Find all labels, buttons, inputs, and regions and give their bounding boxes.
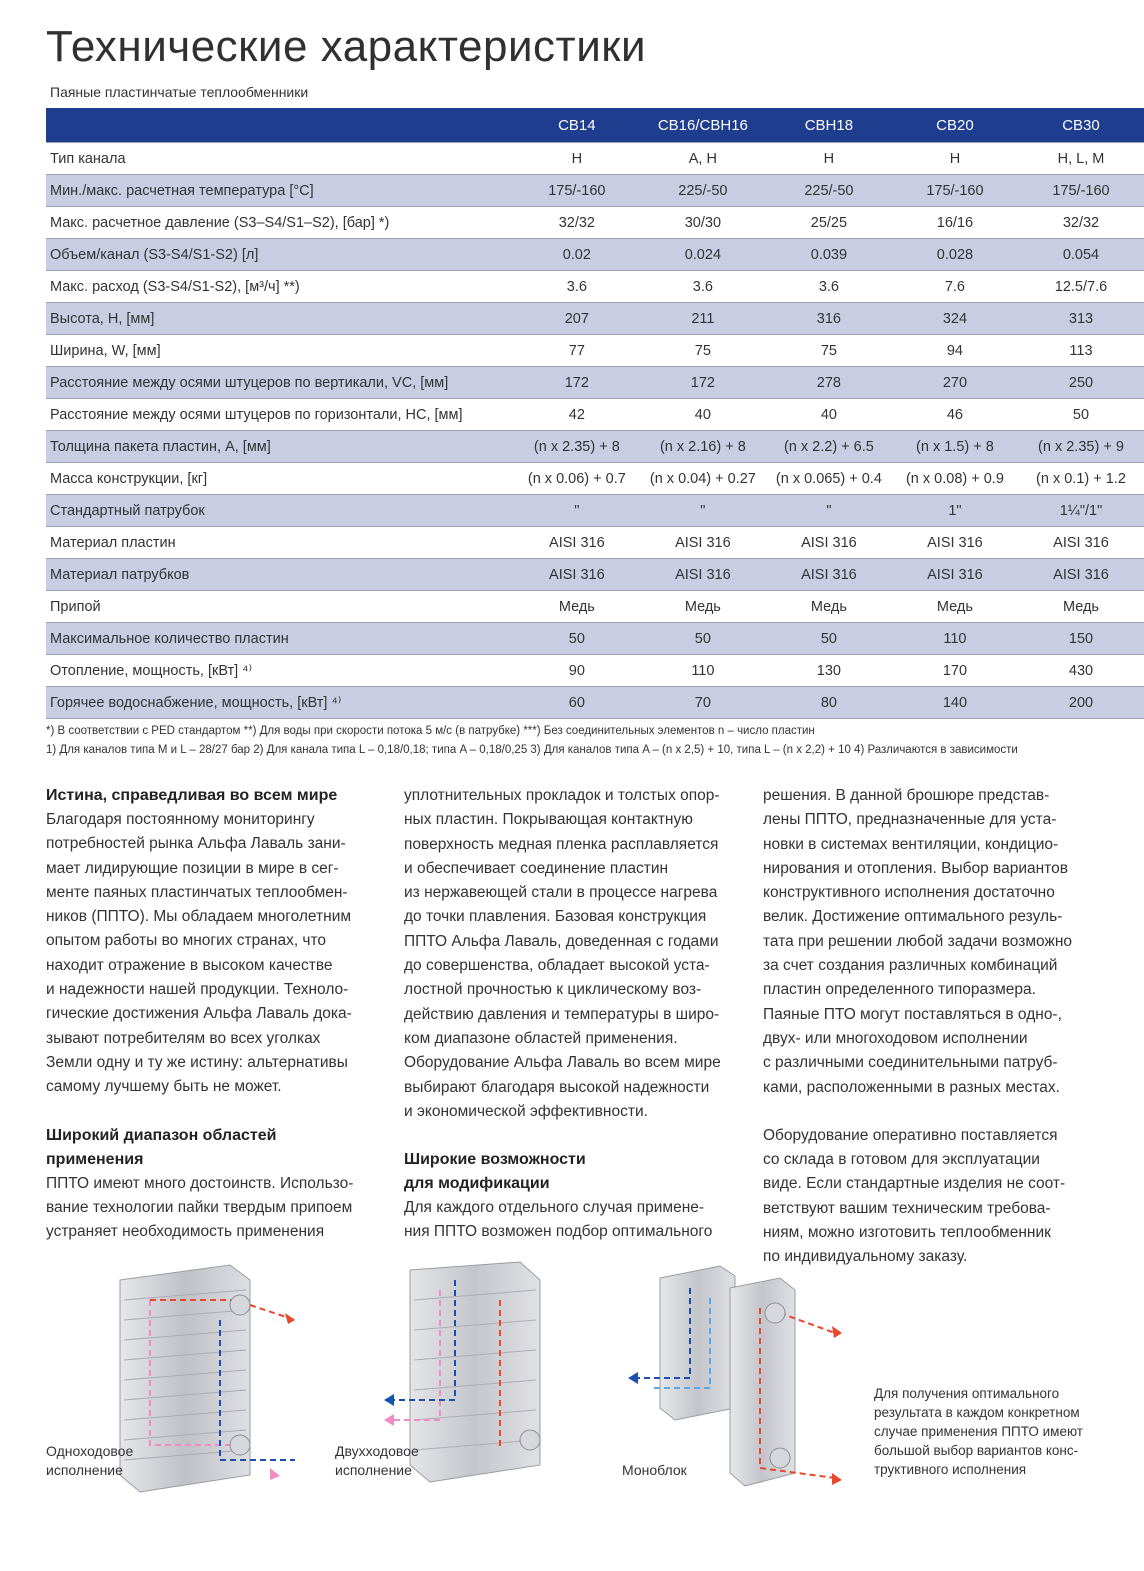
text-line: нирования и отопления. Выбор вариантов xyxy=(763,859,1068,877)
row-label: Ширина, W, [мм] xyxy=(46,335,514,367)
table-cell: 75 xyxy=(640,335,766,367)
table-cell: (n x 0.06) + 0.7 xyxy=(514,463,640,495)
figure-1-caption xyxy=(46,1442,133,1480)
text-line: ком диапазоне областей применения. xyxy=(404,1029,678,1047)
table-cell: AISI 316 xyxy=(640,527,766,559)
table-cell: 150 xyxy=(1018,623,1144,655)
page-title: Технические характеристики xyxy=(46,22,647,71)
table-cell: AISI 316 xyxy=(766,559,892,591)
table-cell: 172 xyxy=(640,367,766,399)
text-line: двух- или многоходовом исполнении xyxy=(763,1029,1028,1047)
table-cell: 94 xyxy=(892,335,1018,367)
table-cell: H xyxy=(766,143,892,175)
paragraph xyxy=(46,1172,376,1245)
table-cell: 40 xyxy=(640,399,766,431)
table-cell: (n x 1.5) + 8 xyxy=(892,431,1018,463)
table-cell: AISI 316 xyxy=(514,559,640,591)
table-cell: 42 xyxy=(514,399,640,431)
spec-table xyxy=(46,108,1144,719)
table-row xyxy=(46,463,1144,495)
table-cell: 40 xyxy=(766,399,892,431)
text-line: пластин определенного типоразмера. xyxy=(763,981,1036,999)
text-column-3 xyxy=(763,784,1113,1270)
row-label: Горячее водоснабжение, мощность, [кВт] ⁴⁾ xyxy=(46,687,514,719)
table-cell: AISI 316 xyxy=(892,527,1018,559)
caption-line: исполнение xyxy=(46,1462,123,1478)
table-cell: 0.028 xyxy=(892,239,1018,271)
note-line: результата в каждом конкретном xyxy=(874,1405,1080,1420)
text-line: тата при решении любой задачи возможно xyxy=(763,932,1073,950)
text-line: устраняет необходимость применения xyxy=(46,1223,325,1241)
text-line: ных пластин. Покрывающая контактную xyxy=(404,811,693,829)
row-label: Макс. расчетное давление (S3–S4/S1–S2), [бар] *) xyxy=(46,207,514,239)
table-cell: 175/-160 xyxy=(892,175,1018,207)
table-cell: (n x 0.04) + 0.27 xyxy=(640,463,766,495)
text-line: Оборудование Альфа Лаваль во всем мире xyxy=(404,1054,721,1072)
table-row xyxy=(46,687,1144,719)
text-line: лены ППТО, предназначенные для уста- xyxy=(763,811,1057,829)
section-heading: Истина, справедливая во всем мире xyxy=(46,787,338,804)
text-line: самому лучшему быть не может. xyxy=(46,1078,282,1096)
text-line: конструктивного исполнения достаточно xyxy=(763,884,1055,902)
text-line: новки в системах вентиляции, кондицио- xyxy=(763,835,1059,853)
table-cell: 113 xyxy=(1018,335,1144,367)
row-label: Макс. расход (S3-S4/S1-S2), [м³/ч] **) xyxy=(46,271,514,303)
table-row xyxy=(46,367,1144,399)
text-line: находит отражение в высоком качестве xyxy=(46,956,333,974)
text-line: ППТО Альфа Лаваль, доведенная с годами xyxy=(404,932,719,950)
table-cell: 70 xyxy=(640,687,766,719)
text-line: Благодаря постоянному мониторингу xyxy=(46,811,315,828)
table-cell: 90 xyxy=(514,655,640,687)
text-line: зывают потребителям во всех уголках xyxy=(46,1029,321,1047)
table-cell: AISI 316 xyxy=(766,527,892,559)
table-cell: " xyxy=(514,495,640,527)
row-label: Стандартный патрубок xyxy=(46,495,514,527)
table-cell: 313 xyxy=(1018,303,1144,335)
footnotes xyxy=(46,722,1018,760)
table-cell: 60 xyxy=(514,687,640,719)
table-cell: 270 xyxy=(892,367,1018,399)
table-cell: AISI 316 xyxy=(640,559,766,591)
table-cell: 25/25 xyxy=(766,207,892,239)
table-cell: 3.6 xyxy=(640,271,766,303)
text-line: Оборудование оперативно поставляется xyxy=(763,1126,1058,1144)
text-line: вание технологии пайки твердым припоем xyxy=(46,1198,353,1216)
table-cell: Медь xyxy=(892,591,1018,623)
table-cell: (n x 2.35) + 9 xyxy=(1018,431,1144,463)
table-cell: AISI 316 xyxy=(1018,527,1144,559)
table-cell: AISI 316 xyxy=(892,559,1018,591)
text-line: и надежности нашей продукции. Техноло- xyxy=(46,981,349,999)
row-label: Материал патрубков xyxy=(46,559,514,591)
table-row xyxy=(46,303,1144,335)
column-header: CB30 xyxy=(1018,108,1144,143)
row-label: Масса конструкции, [кг] xyxy=(46,463,514,495)
table-cell: 1¼"/1" xyxy=(1018,495,1144,527)
text-line: ния ППТО возможен подбор оптимального xyxy=(404,1223,713,1241)
table-row xyxy=(46,527,1144,559)
row-label: Расстояние между осями штуцеров по горизонтали, HC, [мм] xyxy=(46,399,514,431)
table-cell: 225/-50 xyxy=(640,175,766,207)
figure-side-note xyxy=(874,1384,1124,1479)
table-cell: 0.024 xyxy=(640,239,766,271)
note-line: случае применения ППТО имеют xyxy=(874,1424,1083,1439)
header-blank xyxy=(46,108,514,143)
text-line: с различными соединительными патруб- xyxy=(763,1054,1058,1072)
section-heading: Широкий диапазон областей xyxy=(46,1126,277,1144)
figure-2-caption xyxy=(335,1442,419,1480)
table-cell: H, L, M xyxy=(1018,143,1144,175)
table-cell: H xyxy=(514,143,640,175)
text-line: ветствуют вашим техническим требова- xyxy=(763,1199,1051,1217)
text-line: до точки плавления. Базовая конструкция xyxy=(404,908,707,926)
table-cell: 170 xyxy=(892,655,1018,687)
table-cell: 16/16 xyxy=(892,207,1018,239)
table-cell: 0.039 xyxy=(766,239,892,271)
table-row xyxy=(46,655,1144,687)
row-label: Высота, H, [мм] xyxy=(46,303,514,335)
text-line: из нержавеющей стали в процессе нагрева xyxy=(404,884,718,902)
table-header-row xyxy=(46,108,1144,143)
table-cell: Медь xyxy=(640,591,766,623)
row-label: Материал пластин xyxy=(46,527,514,559)
footnote-line-2: 1) Для каналов типа M и L – 28/27 бар 2) Для канала типа L – 0,18/0,18; типа A – 0,18/0,25 3) Для каналов типа A – (n x 2,5) + 10, типа L – (n x 2,2) + 10 4) Различаются в зависимости xyxy=(46,744,1018,756)
table-cell: 50 xyxy=(766,623,892,655)
row-label: Максимальное количество пластин xyxy=(46,623,514,655)
row-label: Толщина пакета пластин, A, [мм] xyxy=(46,431,514,463)
table-cell: 3.6 xyxy=(514,271,640,303)
table-cell: (n x 0.065) + 0.4 xyxy=(766,463,892,495)
text-line: Земли одну и ту же истину: альтернативы xyxy=(46,1053,348,1071)
row-label: Припой xyxy=(46,591,514,623)
note-line: Для получения оптимального xyxy=(874,1386,1060,1401)
table-cell: (n x 0.1) + 1.2 xyxy=(1018,463,1144,495)
table-cell: 50 xyxy=(1018,399,1144,431)
table-cell: H xyxy=(892,143,1018,175)
table-cell: 207 xyxy=(514,303,640,335)
text-line: по индивидуальному заказу. xyxy=(763,1248,968,1266)
footnote-line-1: *) В соответствии с PED стандартом **) Для воды при скорости потока 5 м/с (в патрубке) ***) Без соединительных элементов n – число пластин xyxy=(46,725,815,737)
note-line: большой выбор вариантов конс- xyxy=(874,1443,1079,1458)
table-cell: 172 xyxy=(514,367,640,399)
section-heading: для модификации xyxy=(404,1175,550,1193)
table-row xyxy=(46,335,1144,367)
text-line: Для каждого отдельного случая примене- xyxy=(404,1199,705,1217)
section-heading: Широкие возможности xyxy=(404,1151,586,1169)
table-cell: 1" xyxy=(892,495,1018,527)
table-cell: 225/-50 xyxy=(766,175,892,207)
text-line: гические достижения Альфа Лаваль дока- xyxy=(46,1005,352,1023)
column-header: CBH18 xyxy=(766,108,892,143)
table-cell: 32/32 xyxy=(514,207,640,239)
column-header: CB14 xyxy=(514,108,640,143)
table-cell: AISI 316 xyxy=(1018,559,1144,591)
table-cell: 200 xyxy=(1018,687,1144,719)
text-line: виде. Если стандартные изделия не соот- xyxy=(763,1175,1066,1193)
text-line: велик. Достижение оптимального резуль- xyxy=(763,908,1063,926)
table-row xyxy=(46,591,1144,623)
table-row xyxy=(46,623,1144,655)
text-line: выбирают благодаря высокой надежности xyxy=(404,1078,710,1096)
paragraph xyxy=(763,1124,1113,1270)
table-cell: 7.6 xyxy=(892,271,1018,303)
text-line: Паяные ПТО могут поставляться в одно-, xyxy=(763,1005,1062,1023)
column-header: CB20 xyxy=(892,108,1018,143)
paragraph xyxy=(46,808,376,1100)
paragraph xyxy=(763,784,1113,1100)
text-line: уплотнительных прокладок и толстых опор- xyxy=(404,787,720,804)
table-cell: " xyxy=(640,495,766,527)
section-heading: применения xyxy=(46,1150,144,1168)
text-column-1 xyxy=(46,784,376,1244)
table-row xyxy=(46,239,1144,271)
table-cell: 50 xyxy=(640,623,766,655)
table-cell: 0.02 xyxy=(514,239,640,271)
table-cell: " xyxy=(766,495,892,527)
table-cell: 30/30 xyxy=(640,207,766,239)
table-cell: (n x 2.16) + 8 xyxy=(640,431,766,463)
text-line: лостной прочностью к циклическому воз- xyxy=(404,981,702,999)
row-label: Мин./макс. расчетная температура [°C] xyxy=(46,175,514,207)
table-cell: 0.054 xyxy=(1018,239,1144,271)
table-cell: 32/32 xyxy=(1018,207,1144,239)
table-cell: 110 xyxy=(640,655,766,687)
table-cell: 175/-160 xyxy=(514,175,640,207)
caption-line: Одноходовое xyxy=(46,1443,134,1459)
table-row xyxy=(46,431,1144,463)
table-cell: 110 xyxy=(892,623,1018,655)
table-cell: 211 xyxy=(640,303,766,335)
text-line: ников (ППТО). Мы обладаем многолетним xyxy=(46,908,352,926)
table-cell: 250 xyxy=(1018,367,1144,399)
table-cell: Медь xyxy=(514,591,640,623)
note-line: труктивного исполнения xyxy=(874,1462,1027,1477)
text-column-2 xyxy=(404,784,744,1245)
row-label: Расстояние между осями штуцеров по вертикали, VC, [мм] xyxy=(46,367,514,399)
caption-line: Двухходовое xyxy=(335,1443,419,1459)
table-row xyxy=(46,271,1144,303)
table-row xyxy=(46,559,1144,591)
table-cell: Медь xyxy=(1018,591,1144,623)
table-row xyxy=(46,399,1144,431)
single-pass-heat-exchanger-image xyxy=(110,1260,310,1500)
text-line: ниям, можно изготовить теплообменник xyxy=(763,1224,1051,1242)
text-line: потребностей рынка Альфа Лаваль зани- xyxy=(46,835,346,853)
table-row xyxy=(46,207,1144,239)
row-label: Тип канала xyxy=(46,143,514,175)
table-cell: (n x 0.08) + 0.9 xyxy=(892,463,1018,495)
page-subtitle: Паяные пластинчатые теплообменники xyxy=(50,84,309,100)
table-cell: (n x 2.2) + 6.5 xyxy=(766,431,892,463)
text-line: действию давления и температуры в широ- xyxy=(404,1005,720,1023)
text-line: до совершенства, обладает высокой уста- xyxy=(404,957,710,975)
row-label: Отопление, мощность, [кВт] ⁴⁾ xyxy=(46,655,514,687)
text-line: ППТО имеют много достоинств. Использо- xyxy=(46,1174,354,1192)
column-header: CB16/CBH16 xyxy=(640,108,766,143)
text-line: менте паяных пластинчатых теплообмен- xyxy=(46,883,348,901)
table-cell: 130 xyxy=(766,655,892,687)
table-cell: 278 xyxy=(766,367,892,399)
paragraph xyxy=(404,784,744,1124)
table-cell: 430 xyxy=(1018,655,1144,687)
table-row xyxy=(46,143,1144,175)
text-line: со склада в готовом для эксплуатации xyxy=(763,1151,1040,1169)
table-cell: 46 xyxy=(892,399,1018,431)
text-line: опытом работы во многих странах, что xyxy=(46,932,327,950)
caption-line: исполнение xyxy=(335,1462,412,1478)
table-cell: 50 xyxy=(514,623,640,655)
table-cell: 77 xyxy=(514,335,640,367)
paragraph xyxy=(404,1196,744,1245)
text-line: поверхность медная пленка расплавляется xyxy=(404,835,719,853)
table-cell: 3.6 xyxy=(766,271,892,303)
table-cell: A, H xyxy=(640,143,766,175)
text-line: ками, расположенными в разных местах. xyxy=(763,1078,1060,1096)
text-line: мает лидирующие позиции в мире в сег- xyxy=(46,859,339,877)
table-cell: Медь xyxy=(766,591,892,623)
table-cell: AISI 316 xyxy=(514,527,640,559)
table-cell: 80 xyxy=(766,687,892,719)
table-row xyxy=(46,495,1144,527)
text-line: и обеспечивает соединение пластин xyxy=(404,859,669,877)
table-cell: 175/-160 xyxy=(1018,175,1144,207)
table-cell: 140 xyxy=(892,687,1018,719)
text-line: и экономической эффективности. xyxy=(404,1102,648,1120)
table-cell: (n x 2.35) + 8 xyxy=(514,431,640,463)
figure-3-caption xyxy=(622,1461,687,1480)
table-cell: 316 xyxy=(766,303,892,335)
text-line: за счет создания различных комбинаций xyxy=(763,957,1058,975)
table-cell: 75 xyxy=(766,335,892,367)
table-cell: 12.5/7.6 xyxy=(1018,271,1144,303)
row-label: Объем/канал (S3-S4/S1-S2) [л] xyxy=(46,239,514,271)
table-cell: 324 xyxy=(892,303,1018,335)
text-line: решения. В данной брошюре представ- xyxy=(763,787,1050,804)
caption-line: Моноблок xyxy=(622,1462,687,1478)
table-row xyxy=(46,175,1144,207)
